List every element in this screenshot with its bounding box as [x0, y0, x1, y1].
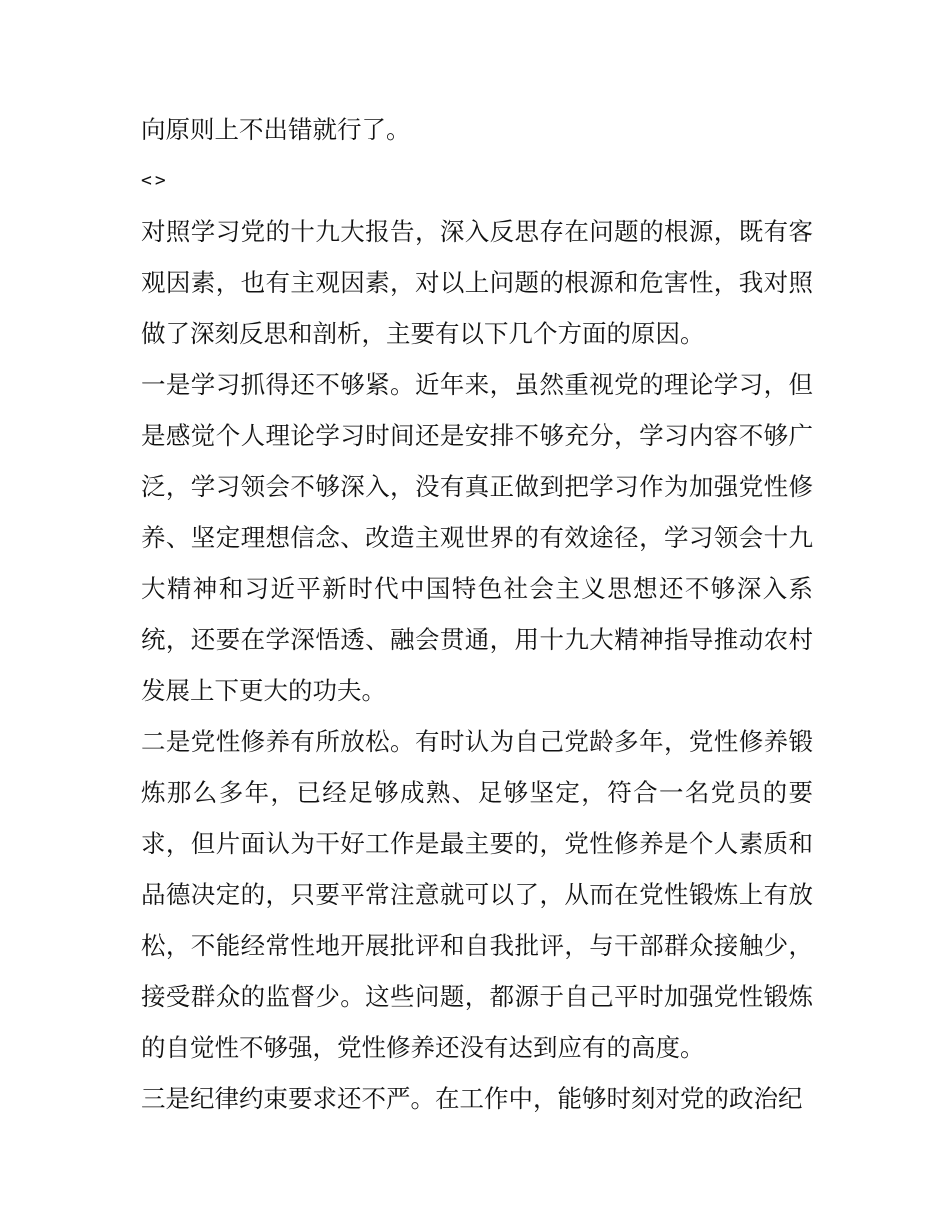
- paragraph-point-three: 三是纪律约束要求还不严。在工作中，能够时刻对党的政治纪: [141, 1084, 803, 1113]
- paragraph-root-cause-intro: 对照学习党的十九大报告，深入反思存在问题的根源，既有客观因素，也有主观因素，对以上问题的根源和危害性，我对照做了深刻反思和剖析，主要有以下几个方面的原因。: [141, 217, 813, 348]
- paragraph-point-one: 一是学习抓得还不够紧。近年来，虽然重视党的理论学习，但是感觉个人理论学习时间还是安排不够充分，学习内容不够广泛，学习领会不够深入，没有真正做到把学习作为加强党性修养、坚定理想信念、改造主观世界的有效途径，学习领会十九大精神和习近平新时代中国特色社会主义思想还不够深入系统，还要在学深悟透、融会贯通，用十九大精神指导推动农村发展上下更大的功夫。: [141, 370, 813, 705]
- paragraph-continuation: 向原则上不出错就行了。: [141, 115, 411, 144]
- section-marker: <>: [141, 170, 169, 191]
- paragraph-point-two: 二是党性修养有所放松。有时认为自己党龄多年，党性修养锻炼那么多年，已经足够成熟、足够坚定，符合一名党员的要求，但片面认为干好工作是最主要的，党性修养是个人素质和品德决定的，只要平常注意就可以了，从而在党性锻炼上有放松，不能经常性地开展批评和自我批评，与干部群众接触少，接受群众的监督少。这些问题，都源于自己平时加强党性锻炼的自觉性不够强，党性修养还没有达到应有的高度。: [141, 727, 813, 1062]
- document-body: [141, 104, 813, 1124]
